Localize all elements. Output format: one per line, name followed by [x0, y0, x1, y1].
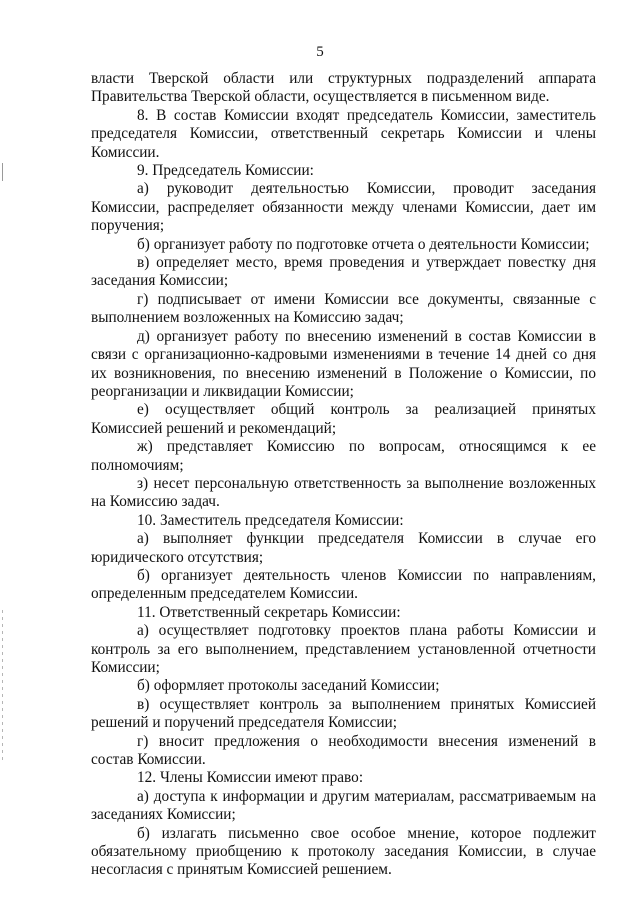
paragraph: 10. Заместитель председателя Комиссии: — [137, 511, 404, 529]
scan-margin-mark — [2, 610, 3, 760]
paragraph: ж) представляет Комиссию по вопросам, относящимся к ее полномочиям; — [91, 438, 596, 474]
paragraph: г) подписывает от имени Комиссии все документы, связанные с выполнением возложенных на Комиссию задач; — [91, 290, 596, 327]
paragraph: е) осуществляет общий контроль за реализацией принятых Комиссией решений и рекомендаций; — [91, 401, 596, 437]
paragraph: б) организует работу по подготовке отчета о деятельности Комиссии; — [137, 235, 590, 253]
paragraph: а) руководит деятельностью Комиссии, проводит заседания Комиссии, распределяет обязанности между членами Комиссии, дает им поручения; — [91, 180, 596, 235]
paragraph: 8. В состав Комиссии входят председатель Комиссии, заместитель председателя Комиссии, ответственный секретарь Комиссии и члены Комиссии. — [91, 106, 596, 161]
paragraph: б) оформляет протоколы заседаний Комиссии; — [137, 677, 440, 695]
paragraph: 11. Ответственный секретарь Комиссии: — [137, 603, 401, 621]
paragraph: д) организует работу по внесению изменений в состав Комиссии в связи с организационно-кадровыми изменениями в течение 14 дней со дня их возникновения, по внесению изменений в Положение о Комиссии, по реорганизации и ликвидации Комиссии; — [91, 327, 596, 400]
paragraph: г) вносит предложения о необходимости внесения изменений в состав Комиссии. — [91, 732, 596, 769]
paragraph: в) осуществляет контроль за выполнением принятых Комиссией решений и поручений председателя Комиссии; — [91, 695, 596, 732]
scan-margin-mark — [2, 163, 3, 181]
paragraph: власти Тверской области или структурных подразделений аппарата Правительства Тверской области, осуществляется в письменном виде. — [91, 70, 596, 106]
paragraph: а) осуществляет подготовку проектов плана работы Комиссии и контроль за его выполнением, представлением установленной отчетности Комиссии; — [91, 622, 596, 676]
paragraph: з) несет персональную ответственность за выполнение возложенных на Комиссию задач. — [91, 474, 596, 511]
paragraph: 12. Члены Комиссии имеют право: — [137, 769, 364, 787]
document-body — [91, 70, 596, 880]
paragraph: б) излагать письменно свое особое мнение, которое подлежит обязательному приобщению к протоколу заседания Комиссии, в случае несогласия с принятым Комиссией решением. — [91, 824, 596, 879]
page-number: 5 — [316, 44, 324, 60]
paragraph: а) доступа к информации и другим материалам, рассматриваемым на заседаниях Комиссии; — [91, 787, 596, 824]
paragraph: в) определяет место, время проведения и утверждает повестку дня заседания Комиссии; — [91, 254, 596, 290]
paragraph: 9. Председатель Комиссии: — [137, 162, 314, 180]
paragraph: б) организует деятельность членов Комиссии по направлениям, определенным председателем Комиссии. — [91, 566, 596, 603]
paragraph: а) выполняет функции председателя Комиссии в случае его юридического отсутствия; — [91, 530, 596, 566]
